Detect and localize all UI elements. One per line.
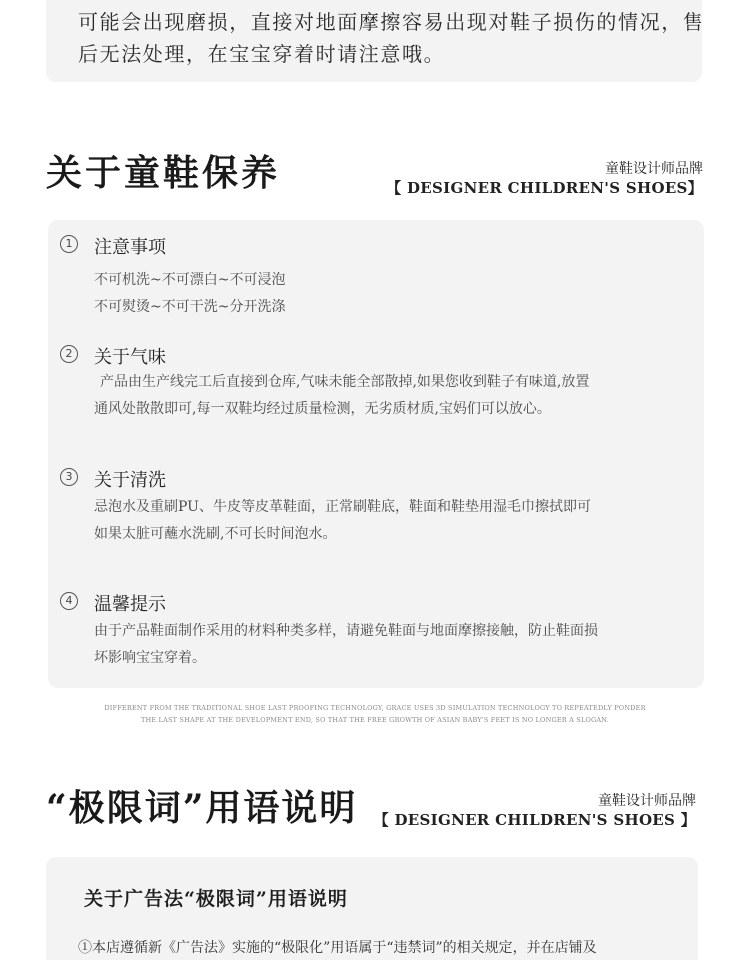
- brand-en-text: 【 DESIGNER CHILDREN'S SHOES 】: [373, 811, 696, 829]
- care-item-text: 忌泡水及重刷PU、牛皮等皮革鞋面，正常刷鞋底，鞋面和鞋垫用湿毛巾擦拭即可: [94, 499, 591, 515]
- care-card: [48, 220, 704, 688]
- terms-card: [46, 857, 698, 960]
- care-item-title: 温馨提示: [94, 594, 166, 615]
- fine-print: [100, 702, 650, 726]
- care-item-text: 由于产品鞋面制作采用的材料种类多样，请避免鞋面与地面摩擦接触，防止鞋面损: [94, 623, 598, 639]
- brand-cn-text: 童鞋设计师品牌: [605, 161, 703, 177]
- circled-number-icon: 3: [60, 468, 78, 486]
- top-note-line: 可能会出现磨损，直接对地面摩擦容易出现对鞋子损伤的情况，售: [78, 10, 705, 34]
- care-section-title: 关于童鞋保养: [46, 152, 281, 194]
- care-item-title: 关于清洗: [94, 470, 166, 491]
- circled-number-icon: 4: [60, 592, 78, 610]
- fine-print-line: DIFFERENT FROM THE TRADITIONAL SHOE LAST PROOFING TECHNOLOGY, GRACE USES 3D SIMULATION TECHNOLOGY TO REPEATEDLY PONDER: [104, 704, 646, 712]
- circled-number-icon: 2: [60, 345, 78, 363]
- terms-section-title: “极限词”用语说明: [46, 787, 358, 829]
- terms-brand-label: [374, 792, 696, 830]
- care-item-title: 注意事项: [94, 237, 166, 258]
- care-item-text: 坏影响宝宝穿着。: [94, 650, 206, 666]
- care-brand-label: [386, 160, 703, 198]
- care-item-title: 关于气味: [94, 347, 166, 368]
- top-note-card: [46, 0, 705, 82]
- care-item-text: 产品由生产线完工后直接到仓库,气味未能全部散掉,如果您收到鞋子有味道,放置: [100, 374, 590, 390]
- terms-note-text: ①本店遵循新《广告法》实施的“极限化”用语属于“违禁词”的相关规定，并在店铺及: [78, 940, 597, 956]
- top-note-line: 后无法处理，在宝宝穿着时请注意哦。: [78, 42, 446, 66]
- care-item-text: 如果太脏可蘸水洗刷,不可长时间泡水。: [94, 526, 337, 542]
- brand-cn-text: 童鞋设计师品牌: [598, 793, 696, 809]
- care-item-text: 不可机洗~不可漂白~不可浸泡: [94, 272, 286, 288]
- care-item-text: 通风处散散即可,每一双鞋均经过质量检测，无劣质材质,宝妈们可以放心。: [94, 401, 551, 417]
- circled-number-icon: 1: [60, 235, 78, 253]
- fine-print-line: THE LAST SHAPE AT THE DEVELOPMENT END, SO THAT THE FREE GROWTH OF ASIAN BABY'S FEET IS NO LONGER A SLOGAN.: [140, 716, 610, 724]
- care-item-text: 不可熨烫~不可干洗~分开洗涤: [94, 299, 286, 315]
- terms-subtitle: 关于广告法“极限词”用语说明: [84, 888, 348, 910]
- brand-en-text: 【 DESIGNER CHILDREN'S SHOES】: [386, 179, 703, 197]
